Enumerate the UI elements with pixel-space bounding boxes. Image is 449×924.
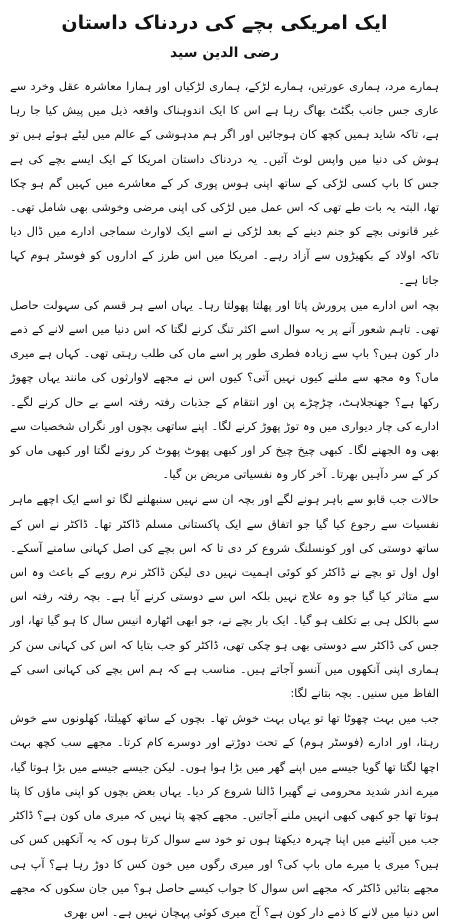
article-body — [10, 74, 439, 924]
paragraph-doctor: حالات جب قابو سے باہر ہونے لگے اور بچہ ان سے نہیں سنبھلنے لگا تو اسے ایک اچھے ماہر نفسیات سے رجوع کیا گیا جو اتفاق سے ایک پاکستانی مسلم ڈاکٹر تھا۔ ڈاکٹر نے اس کے ساتھ دوستی کی اور کونسلنگ شروع کر دی تا کہ اس بچے کی اصل کہانی سامنے آسکے۔ اول اول تو بچے نے ڈاکٹر کو کوئی اہمیت نہیں دی لیکن ڈاکٹر نرم رویے کے باعث وہ اس سے متاثر کیا گیا جو وہ علاج نہیں بلکہ اس سے دوستی کرنے آیا ہے۔ بچہ رفتہ رفتہ اس سے بالکل ہی بے تکلف ہو گیا۔ ایک بار بچے نے، جو ابھی اٹھارہ انیس سال کا ہو گیا تھا، اور جس کی ڈاکٹر سے دوستی بھی ہو چکی تھی، ڈاکٹر کو جب بتایا کہ اس کی کہانی سن کر ہماری اپنی آنکھوں میں آنسو آجاتے ہیں۔ مناسب ہے کہ ہم اس بچے کی کہانی اسی کے الفاظ میں سنیں۔ بچہ بتانے لگا: — [10, 492, 439, 701]
paragraph-intro: ہمارے مرد، ہماری عورتیں، ہمارے لڑکے، ہماری لڑکیاں اور ہمارا معاشرہ عقل وخرد سے عاری جس جانب بگٹٹ بھاگ رہا ہے اس کا ایک اندوہناک واقعہ ذیل میں پیش کیا جا رہا ہے، تاکہ شاید ہمیں کچھ کان ہوجائیں اور اگر ہم مدہوشی کے عالم میں لیٹے ہوئے ہیں تو ہوش کی دنیا میں واپس لوٹ آئیں۔ یہ دردناک داستان امریکا کے ایک ایسے بچے کی ہے جس کا باپ کسی لڑکی کے ساتھ اپنی ہوس پوری کر کے معاشرے میں کہیں گم ہو چکا تھا، البتہ یہ بات طے تھی کہ اس عمل میں لڑکی کی اپنی مرضی وخوشی بھی شامل تھی۔ غیر قانونی بچے کو جنم دینے کے بعد لڑکی نے اسے ایک لاوارث سماجی ادارے میں ڈال دیا تاکہ اولاد کے بکھیڑوں سے آزاد رہے۔ امریکا میں اس طرز کے اداروں کو فوسٹر ہوم کہا جاتا ہے۔ — [10, 79, 439, 287]
article-title: ایک امریکی بچے کی دردناک داستان — [61, 12, 388, 34]
paragraph-child-story: جب میں بہت چھوٹا تھا تو یہاں بہت خوش تھا۔ بچوں کے ساتھ کھیلتا، کھلونوں سے خوش رہتا، اور ادارے (فوسٹر ہوم) کے تحت دوڑتے اور دوسرے کام کرتا۔ مجھے سب کچھ بہت اچھا لگتا تھا گویا جیسے میں اپنے گھر میں بڑا ہوا ہوں۔ لیکن جیسے جیسے میں بڑا ہوتا گیا، میرے اندر شدید محرومی نے گھیرا ڈالنا شروع کر دیا۔ یہاں بعض بچوں کو اپنی ماؤں کا پتا ہوتا تھا جو کبھی کبھی انہیں ملنے آجاتیں۔ مجھے کچھ پتا نہیں کہ میری ماں کون ہے؟ ڈاکٹر جب میں آئینے میں اپنا چہرہ دیکھتا ہوں تو خود سے سوال کرتا ہوں کہ یہ آنکھیں کس کی ہیں؟ میری یا میرے ماں باپ کی؟ اور میری رگوں میں خون کس کا دوڑ رہا ہے؟ آپ ہی مجھے بتائیں ڈاکٹر کہ مجھے اس سوال کا جواب کیسے حاصل ہو؟ میں جان سکوں کہ مجھے اس دنیا میں لانے کا ذمے دار کون ہے؟ آج میری کوئی پہچان نہیں ہے۔ اس بھری — [10, 711, 439, 919]
author-byline: رضی الدین سید — [169, 45, 280, 61]
paragraph-childhood: بچہ اس ادارے میں پرورش پاتا اور پھلتا پھولتا رہا۔ یہاں اسے ہر قسم کی سہولت حاصل تھی۔ تاہم شعور آنے پر یہ سوال اسے اکثر تنگ کرنے لگتا کہ اس دنیا میں اسے لانے کے ذمے دار کون ہیں؟ باپ سے زیادہ فطری طور پر اسے ماں کی طلب رہتی تھی۔ کہاں ہے میری ماں؟ وہ مجھ سے ملنے کیوں نہیں آتی؟ کیوں اس نے مجھے لاوارثوں کی مانند یہاں چھوڑ رکھا ہے؟ جھنجلاہٹ، چڑچڑے پن اور انتقام کے جذبات رفتہ رفتہ اسے بے حال کرنے لگے۔ ادارے کی چار دیواری میں وہ توڑ پھوڑ کرنے لگا۔ اپنے ساتھی بچوں اور نگراں شخصیات سے بھی وہ الجھنے لگا۔ کبھی چیخ چیخ کر اور کبھی پھوٹ پھوٹ کر رونے لگتا اور کبھی ماں کو کر کے سر دآہیں بھرتا۔ آخر کار وہ نفسیاتی مریض بن گیا۔ — [10, 297, 439, 482]
